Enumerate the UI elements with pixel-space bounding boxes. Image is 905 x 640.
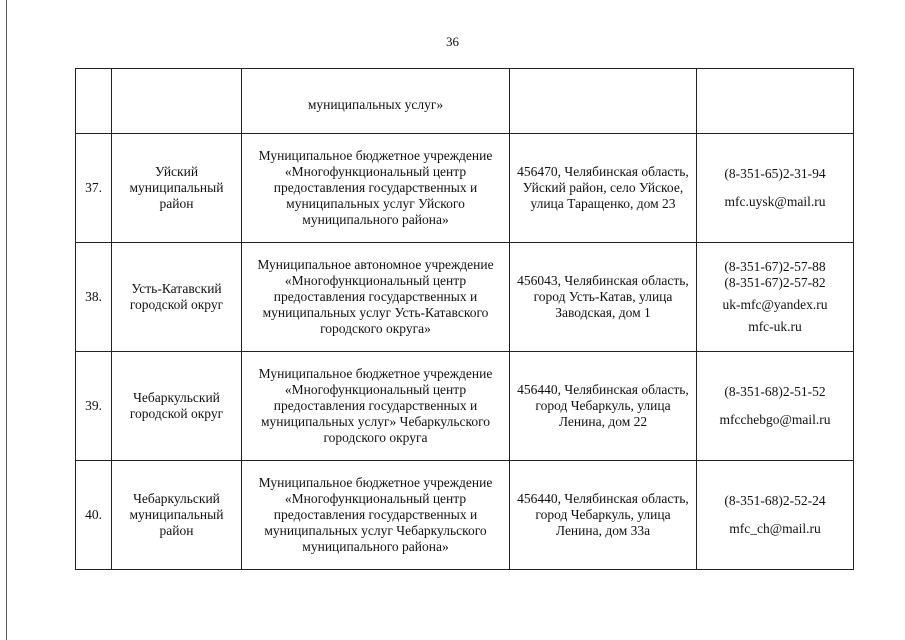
row-number: 38. xyxy=(76,243,112,352)
organization-name: Муниципальное бюджетное учреждение «Многофункциональный центр предоставления государственных и муниципальных услуг Чебаркульского муниципального района» xyxy=(242,461,510,570)
contact-cell xyxy=(697,461,854,570)
email-address: mfcchebgo@mail.ru xyxy=(719,412,831,427)
table-row xyxy=(76,134,854,243)
email-address: uk-mfc@yandex.ru xyxy=(722,297,828,312)
postal-address: 456043, Челябинская область, город Усть-Катав, улица Заводская, дом 1 xyxy=(510,243,697,352)
phone-number: (8-351-67)2-57-82 xyxy=(724,275,826,290)
municipality-name: Чебаркульский городской округ xyxy=(112,352,242,461)
municipality-name: Усть-Катавский городской округ xyxy=(112,243,242,352)
phone-number: (8-351-65)2-31-94 xyxy=(724,166,826,181)
municipality-name: Чебаркульский муниципальный район xyxy=(112,461,242,570)
row-number: 40. xyxy=(76,461,112,570)
row-number: 37. xyxy=(76,134,112,243)
contact-cell xyxy=(697,243,854,352)
phone-number: (8-351-68)2-52-24 xyxy=(724,493,826,508)
website-address: mfc-uk.ru xyxy=(748,319,802,334)
contact-cell xyxy=(697,352,854,461)
cell-area xyxy=(112,69,242,134)
cell-contact xyxy=(697,69,854,134)
organization-name: Муниципальное бюджетное учреждение «Многофункциональный центр предоставления государственных и муниципальных услуг Уйского муниципального района» xyxy=(242,134,510,243)
table-row xyxy=(76,461,854,570)
contact-cell xyxy=(697,134,854,243)
cell-organization: муниципальных услуг» xyxy=(242,69,510,134)
phone-number: (8-351-67)2-57-88 xyxy=(724,259,826,274)
municipality-name: Уйский муниципальный район xyxy=(112,134,242,243)
postal-address: 456470, Челябинская область, Уйский район, село Уйское, улица Таращенко, дом 23 xyxy=(510,134,697,243)
page-number: 36 xyxy=(446,34,459,49)
email-address: mfc.uysk@mail.ru xyxy=(724,194,826,209)
phone-number: (8-351-68)2-51-52 xyxy=(724,384,826,399)
cell-num xyxy=(76,69,112,134)
mfc-registry-table xyxy=(75,68,854,570)
postal-address: 456440, Челябинская область, город Чебаркуль, улица Ленина, дом 22 xyxy=(510,352,697,461)
postal-address: 456440, Челябинская область, город Чебаркуль, улица Ленина, дом 33а xyxy=(510,461,697,570)
continuation-row xyxy=(76,69,854,134)
row-number: 39. xyxy=(76,352,112,461)
page-left-edge xyxy=(6,0,7,640)
email-address: mfc_ch@mail.ru xyxy=(729,521,821,536)
organization-name: Муниципальное бюджетное учреждение «Многофункциональный центр предоставления государственных и муниципальных услуг» Чебаркульского городского округа xyxy=(242,352,510,461)
cell-address xyxy=(510,69,697,134)
table-row xyxy=(76,243,854,352)
organization-name: Муниципальное автономное учреждение «Многофункциональный центр предоставления государственных и муниципальных услуг Усть-Катавского городского округа» xyxy=(242,243,510,352)
table-row xyxy=(76,352,854,461)
